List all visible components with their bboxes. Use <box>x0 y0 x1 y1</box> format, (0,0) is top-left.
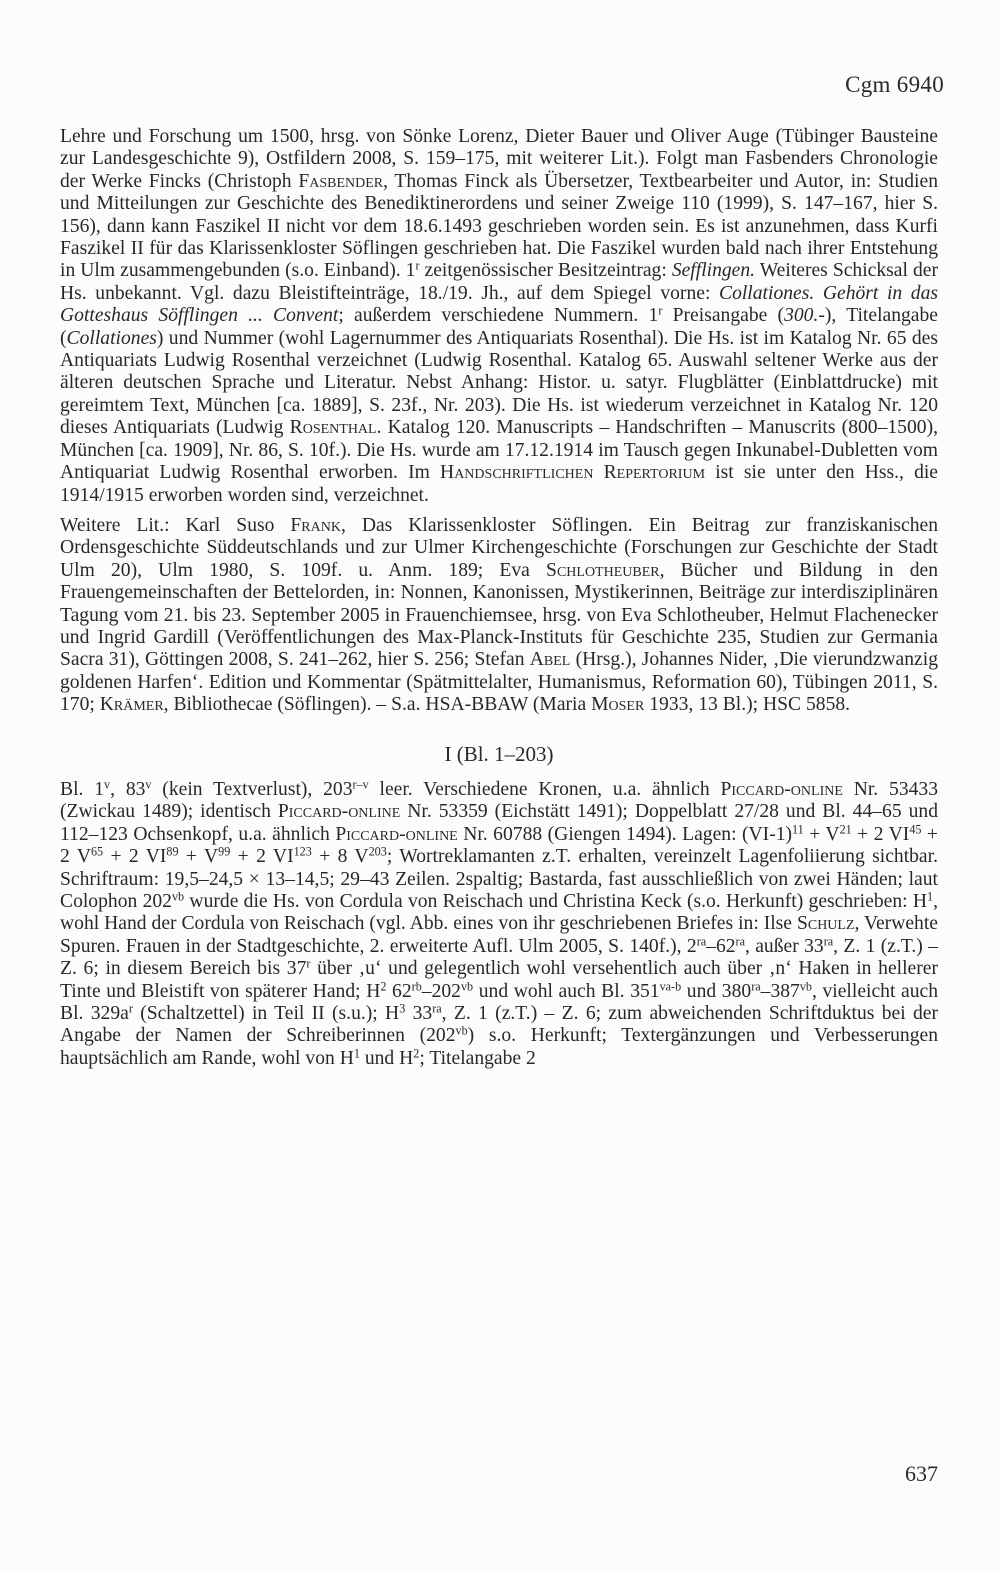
catalog-entry-body <box>60 126 938 1070</box>
pencil-note: Collationes. Gehört in das Gotteshaus Söfflingen ... Convent <box>60 282 938 327</box>
database-name: Piccard-online <box>720 778 843 800</box>
author-name: Frank <box>290 514 341 536</box>
title-note: Collationes <box>66 327 157 349</box>
provenance-paragraph: Lehre und Forschung um 1500, hrsg. von Sönke Lorenz, Dieter Bauer und Oliver Auge (Tübinger Bausteine zur Landesgeschichte 9), Ostfildern 2008, S. 159–175, mit weiterer Lit.). Folgt man Fasbenders Chronologie der Werke Fincks (Christoph Fasbender, Thomas Finck als Übersetzer, Textbearbeiter und Autor, in: Studien und Mitteilungen zur Geschichte des Benediktinerordens und seiner Zweige 110 (1999), S. 147–167, hier S. 156), dann kann Faszikel II nicht vor dem 18.6.1493 geschrieben worden sein. Es ist anzunehmen, dass Kurfi Faszikel II für das Klarissenkloster Söflingen geschrieben hat. Die Faszikel wurden bald nach ihrer Entstehung in Ulm zusammengebunden (s.o. Einband). 1$^r$ zeitgenössischer Besitzeintrag: Sefflingen. Weiteres Schicksal der Hs. unbekannt. Vgl. dazu Bleistifteinträge, 18./19. Jh., auf dem Spiegel vorne: Collationes. Gehört in das Gotteshaus Söfflingen ... Convent; außerdem verschiedene Nummern. 1$^r$ Preisangabe (300.-), Titelangabe (Collationes) und Nummer (wohl Lagernummer des Antiquariats Rosenthal). Die Hs. ist im Katalog Nr. 65 des Antiquariats Ludwig Rosenthal verzeichnet (Ludwig Rosenthal. Katalog 65. Auswahl seltener Werke aus der älteren deutschen Sprache und Literatur. Nebst Anhang: Histor. u. satyr. Flugblätter (Einblattdrucke) mit gereimtem Text, München [ca. 1889], S. 23f., Nr. 203). Die Hs. ist wiederum verzeichnet in Katalog Nr. 120 dieses Antiquariats (Ludwig Rosenthal. Katalog 120. Manuscripts – Handschriften – Manuscrits (800–1500), München [ca. 1909], Nr. 86, S. 10f.). Die Hs. wurde am 17.12.1914 im Tausch gegen Inkunabel-Dubletten vom Antiquariat Ludwig Rosenthal erworben. Im Handschriftlichen Repertorium ist sie unter den Hss., die 1914/1915 erworben worden sind, verzeichnet. <box>60 126 939 506</box>
author-name: Krämer <box>99 694 164 716</box>
section-heading: I (Bl. 1–203) <box>444 741 554 766</box>
repertorium-name: Handschriftlichen Repertorium <box>440 462 706 484</box>
running-head: Cgm 6940 <box>845 72 944 97</box>
page-number: 637 <box>905 1461 938 1486</box>
database-name: Piccard-online <box>335 823 458 845</box>
author-name: Schulz <box>796 913 855 935</box>
database-name: Piccard-online <box>277 801 401 823</box>
author-name: Moser <box>591 694 645 716</box>
author-name: Schlotheuber <box>546 559 660 581</box>
ownership-inscription: Sefflingen. <box>671 260 756 282</box>
price-note: 300. <box>784 305 819 327</box>
author-name: Rosenthal <box>289 417 377 439</box>
literature-paragraph: Weitere Lit.: Karl Suso Frank, Das Klarissenkloster Söflingen. Ein Beitrag zur franziskanischen Ordensgeschichte Süddeutschlands und zur Ulmer Kirchengeschichte (Forschungen zur Geschichte der Stadt Ulm 20), Ulm 1980, S. 109f. u. Anm. 189; Eva Schlotheuber, Bücher und Bildung in den Frauengemeinschaften der Bettelorden, in: Nonnen, Kanonissen, Mystikerinnen, Beiträge zur interdisziplinären Tagung vom 21. bis 23. September 2005 in Frauenchiemsee, hrsg. von Eva Schlotheuber, Helmut Flachenecker und Ingrid Gardill (Veröffentlichungen des Max-Planck-Instituts für Geschichte 235, Studien zur Germania Sacra 31), Göttingen 2008, S. 241–262, hier S. 256; Stefan Abel (Hrsg.), Johannes Nider, ‚Die vierundzwanzig goldenen Harfen‘. Edition und Kommentar (Spätmittelalter, Humanismus, Reformation 60), Tübingen 2011, S. 170; Krämer, Bibliothecae (Söflingen). – S.a. HSA-BBAW (Maria Moser 1933, 13 Bl.); HSC 5858. <box>60 514 939 716</box>
author-name: Fasbender <box>298 170 384 192</box>
author-name: Abel <box>529 649 571 671</box>
codicology-paragraph: Bl. 1$^v$, 83$^v$ (kein Textverlust), 203$^{r-v}$ leer. Verschiedene Kronen, u.a. ähnlich Piccard-online Nr. 53433 (Zwickau 1489); identisch Piccard-online Nr. 53359 (Eichstätt 1491); Doppelblatt 27/28 und Bl. 44–65 und 112–123 Ochsenkopf, u.a. ähnlich Piccard-online Nr. 60788 (Giengen 1494). Lagen: $(VI-1)^{11} + V^{21} + 2$ $VI^{45} + 2$ $V^{65} + 2$ $VI^{89} + V^{99} + 2$ $VI^{123} + 8$ $V^{203}$; Wortreklamanten z.T. erhalten, vereinzelt Lagenfoliierung sichtbar. Schriftraum: 19,5–24,5 × 13–14,5; 29–43 Zeilen. 2spaltig; Bastarda, fast ausschließlich von zwei Händen; laut Colophon $202^{vb}$ wurde die Hs. von Cordula von Reischach und Christina Keck (s.o. Herkunft) geschrieben: $H^1$, wohl Hand der Cordula von Reischach (vgl. Abb. eines von ihr geschriebenen Briefes in: Ilse Schulz, Verwehte Spuren. Frauen in der Stadtgeschichte, 2. erweiterte Aufl. Ulm 2005, S. 140f.), $2^{ra}-62^{ra}$, außer $33^{ra}$, Z. 1 (z.T.) – Z. 6; in diesem Bereich bis 37$^r$ über ‚u‘ und gelegentlich wohl versehentlich auch über ‚n‘ Haken in hellerer Tinte und Bleistift von späterer Hand; $H^2$ $62^{rb}-202^{vb}$ und wohl auch Bl. $351^{va-b}$ und $380^{ra}-387^{vb}$, vielleicht auch Bl. $329a^r$ (Schaltzettel) in Teil II (s.u.); $H^3$ $33^{ra}$, Z. 1 (z.T.) – Z. 6; zum abweichenden Schriftduktus bei der Angabe der Namen der Schreiberinnen $(202^{vb})$ s.o. Herkunft; Textergänzungen und Verbesserungen hauptsächlich am Rande, wohl von $H^1$ und $H^2$; Titelangabe 2 <box>60 777 939 1069</box>
